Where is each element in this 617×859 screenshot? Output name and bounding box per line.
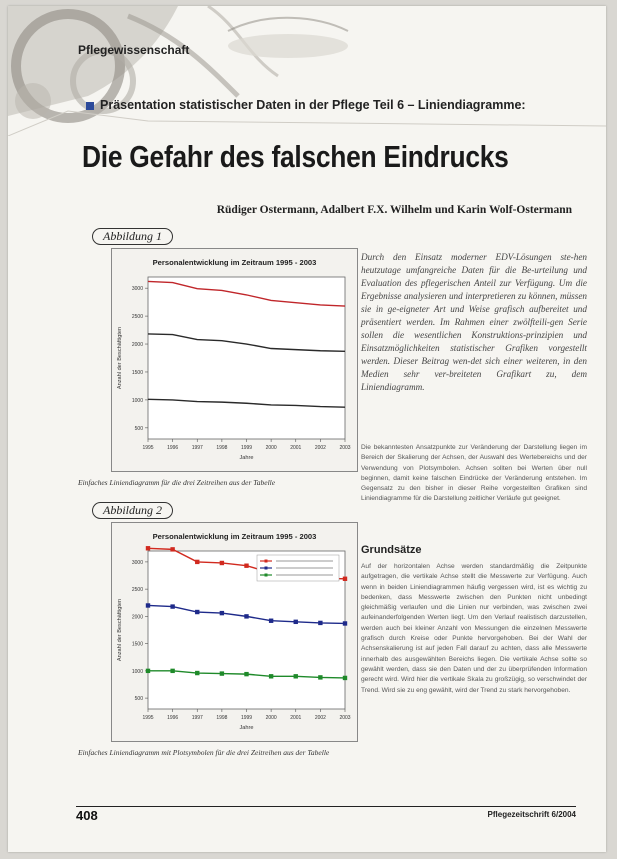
figure1-frame (111, 248, 358, 472)
chart2-data-point (220, 671, 224, 675)
chart2-data-point (146, 546, 150, 550)
bullet-square-icon (86, 102, 94, 110)
magazine-name: Pflegezeitschrift 6/2004 (487, 810, 576, 819)
chart1-title: Personalentwicklung im Zeitraum 1995 - 2003 (152, 258, 317, 267)
chart2-data-point (170, 604, 174, 608)
chart2-title: Personalentwicklung im Zeitraum 1995 - 2003 (152, 532, 317, 541)
chart2-xtick-label: 1997 (191, 715, 203, 721)
chart1-ytick-label: 2000 (131, 342, 143, 349)
chart1-xtick-label: 2000 (265, 445, 277, 451)
chart2-legend-marker (265, 567, 268, 570)
chart2-legend-marker (265, 574, 268, 577)
chart2-xtick-label: 1996 (167, 715, 179, 721)
series-title-text: Präsentation statistischer Daten in der Pflege Teil 6 – Liniendiagramme: (100, 98, 526, 112)
chart2-data-point (244, 564, 248, 568)
chart1-xtick-label: 1999 (240, 445, 253, 451)
figure1-label: Abbildung 1 (92, 228, 173, 245)
chart2-ytick-label: 500 (134, 696, 143, 703)
chart2-xtick-label: 1999 (240, 715, 253, 721)
figure1-chart (112, 249, 357, 471)
chart2-data-point (170, 669, 174, 673)
chart1-ytick-label: 1000 (131, 397, 143, 404)
article-title: Die Gefahr des falschen Eindrucks (82, 139, 509, 174)
chart1-ytick-label: 1500 (131, 369, 143, 376)
chart2-data-point (343, 577, 347, 581)
authors: Rüdiger Ostermann, Adalbert F.X. Wilhelm und Karin Wolf-Ostermann (216, 204, 572, 216)
figure2-label: Abbildung 2 (92, 502, 173, 519)
chart2-data-point (146, 603, 150, 607)
chart2-ytick-label: 1000 (131, 668, 143, 675)
chart2-legend-marker (265, 560, 268, 563)
chart2-data-point (220, 611, 224, 615)
chart1-ylabel: Anzahl der Beschäftigten (117, 326, 123, 390)
chart2-data-point (220, 561, 224, 565)
chart2-data-point (195, 610, 199, 614)
chart2-data-point (343, 621, 347, 625)
footer-rule (76, 806, 576, 807)
chart2-data-point (195, 560, 199, 564)
chart2-data-point (244, 614, 248, 618)
chart2-data-point (318, 621, 322, 625)
chart2-ytick-label: 2000 (131, 614, 143, 621)
chart1-xtick-label: 2001 (290, 445, 302, 451)
chart2-data-point (146, 669, 150, 673)
chart2-data-point (343, 676, 347, 680)
chart2-data-point (294, 674, 298, 678)
figure2-frame (111, 522, 358, 742)
chart2-data-point (244, 672, 248, 676)
figure2-chart (112, 523, 357, 741)
chart2-xtick-label: 2001 (290, 715, 302, 721)
chart2-data-point (269, 674, 273, 678)
chart2-xtick-label: 2003 (339, 715, 351, 721)
intro-text: Durch den Einsatz moderner EDV-Lösungen ste-hen heutzutage umfangreiche Daten für die Be-urteilung und Evaluation des pflegerischen Anteil zur Verfügung. Um die Ergebnisse analysieren und interpretieren zu können, müssen sie in ge-eigneter Art und Weise grafisch aufbereitet und präsentiert werden. Im Rahmen einer zwölfteili-gen Serie sollen die wesentlichen Konstruktions-prinzipien und Einsatzmöglichkeiten statistischer Grafiken vorgestellt werden. Dieser Beitrag wen-det sich einer weiteren, in den Medien sehr ver-breiteten Grafikart zu, dem Liniendiagramm. (361, 252, 587, 392)
chart2-ytick-label: 3000 (131, 559, 143, 566)
chart2-data-point (318, 675, 322, 679)
chart2-ytick-label: 2500 (131, 587, 143, 594)
chart2-xtick-label: 1995 (142, 715, 154, 721)
chart1-ytick-label: 3000 (131, 286, 143, 293)
chart1-xlabel: Jahre (239, 455, 254, 461)
chart1-plot-area (148, 277, 345, 439)
chart1-xtick-label: 1998 (216, 445, 228, 451)
chart2-xtick-label: 2000 (265, 715, 277, 721)
chart1-ytick-label: 2500 (131, 314, 143, 321)
chart2-ylabel: Anzahl der Beschäftigten (117, 598, 123, 662)
heading-grundsaetze: Grundsätze (361, 544, 422, 556)
figure2-caption: Einfaches Liniendiagramm mit Plotsymbolen für die drei Zeitreihen aus der Tabelle (78, 748, 330, 757)
chart2-xtick-label: 1998 (216, 715, 228, 721)
chart1-xtick-label: 1996 (167, 445, 179, 451)
chart2-data-point (294, 620, 298, 624)
chart1-xtick-label: 2002 (314, 445, 326, 451)
figure1-caption: Einfaches Liniendiagramm für die drei Zeitreihen aus der Tabelle (78, 478, 276, 487)
chart2-xlabel: Jahre (239, 725, 254, 731)
chart2-data-point (269, 619, 273, 623)
body-text-2: Auf der horizontalen Achse werden standardmäßig die Zeitpunkte aufgetragen, die vertikale Achse stellt die Messwerte zur Verfügung. Auch wenn in beiden Liniendiagrammen häufig vergessen wird, ist es wichtig zu bedenken, dass Messwerte zwischen den Punkten nicht unbedingt gleichmäßig verlaufen und die Linien nur verbinden, was zwischen zwei aufeinanderfolgenden Werten liegt. Um den Verlauf realistisch darzustellen, werden auch bei kleiner Anzahl von Messungen die einzelnen Messwerte grafisch durch Kreise oder Punkte hervorgehoben. Bei der Wahl der Achsenskalierung ist auf jeden Fall darauf zu achten, dass alle Messwerte innerhalb des ausgewählten Bereichs liegen. Die vertikale Achse sollte so gewählt werden, dass sie den Daten und der zu überprüfenden Information gerecht wird. Wird hier die vertikale Skala zu großzügig, so verschwindet der Trend. Wird sie zu eng gewählt, wird der Trend zu stark hervorgehoben. (361, 563, 587, 694)
document-page (8, 6, 606, 852)
chart2-data-point (195, 671, 199, 675)
chart1-xtick-label: 1997 (191, 445, 203, 451)
page-number: 408 (76, 808, 98, 823)
body-text-1: Die bekanntesten Ansatzpunkte zur Veränderung der Darstellung liegen im Bereich der Skalierung der Achsen, der Auswahl des Wertebereichs und der Verwendung von Plotsymbolen. Achsen sollten bei Werten über null beginnen, damit keine falschen Eindrücke der Veränderung entstehen. Im Gegensatz zu den bisher in dieser Reihe vorgestellten Grafiken sind Liniendiagramme für die Darstellung zeitlicher Verläufe gut geeignet. (361, 444, 587, 503)
chart2-data-point (170, 547, 174, 551)
chart1-xtick-label: 2003 (339, 445, 351, 451)
header-decoration-image (8, 6, 606, 136)
chart2-ytick-label: 1500 (131, 641, 143, 648)
section-label: Pflegewissenschaft (78, 43, 190, 57)
series-title (86, 98, 526, 112)
chart2-xtick-label: 2002 (314, 715, 326, 721)
chart1-ytick-label: 500 (134, 425, 143, 432)
chart1-xtick-label: 1995 (142, 445, 154, 451)
